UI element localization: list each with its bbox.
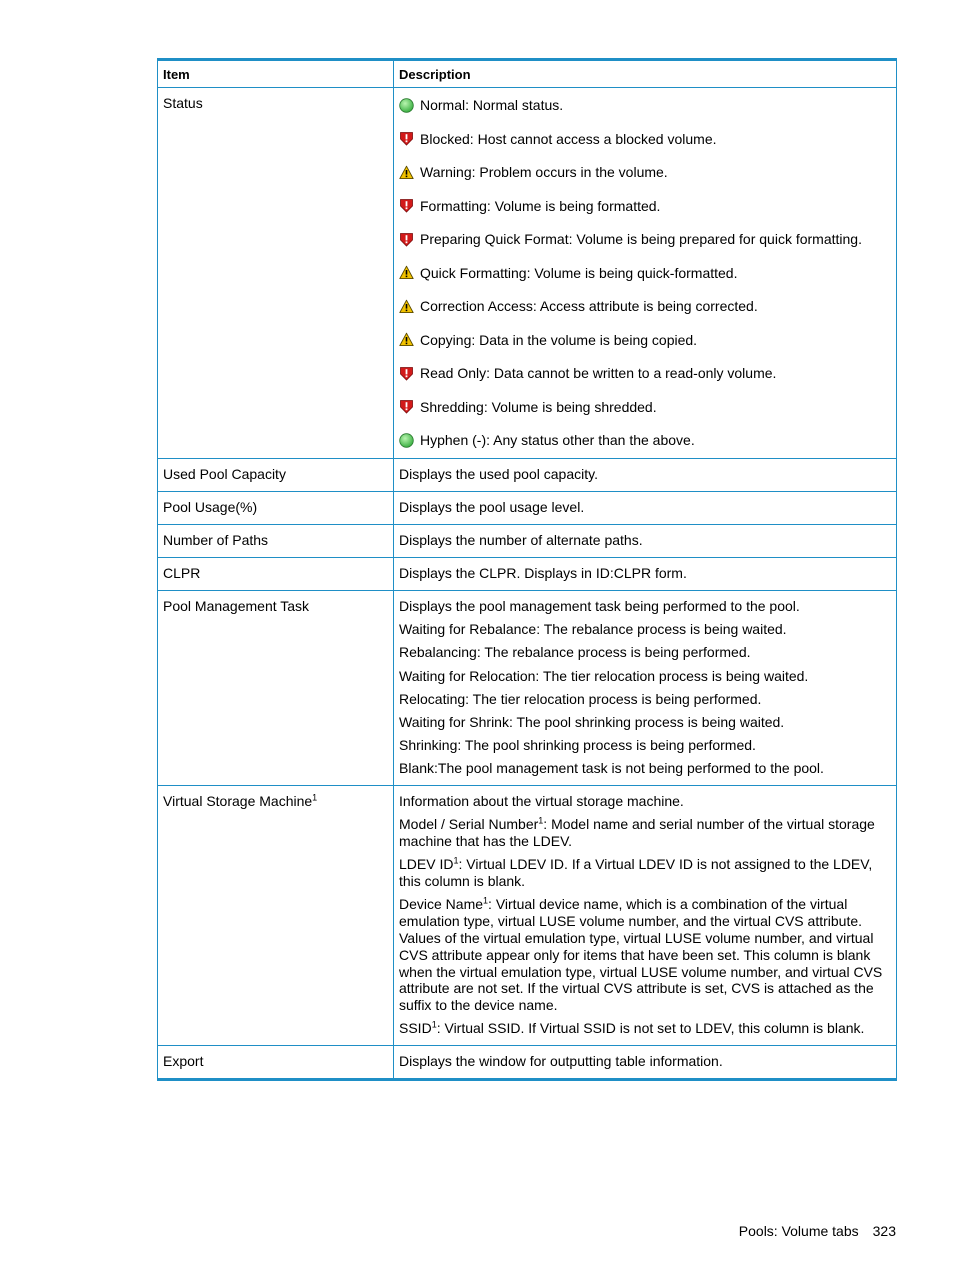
yellow-warning-icon xyxy=(399,165,414,180)
desc-pool-management-task xyxy=(394,591,897,786)
status-text: Hyphen (-): Any status other than the above. xyxy=(420,432,695,448)
status-description xyxy=(394,88,897,459)
desc-pool-usage: Displays the pool usage level. xyxy=(394,492,897,525)
task-line: Blank:The pool management task is not being performed to the pool. xyxy=(399,760,824,777)
status-entry xyxy=(399,162,891,182)
red-error-icon xyxy=(399,131,414,146)
green-circle-icon xyxy=(399,98,414,113)
status-text: Preparing Quick Format: Volume is being prepared for quick formatting. xyxy=(420,231,862,247)
term: LDEV ID xyxy=(399,856,454,873)
term-desc: : Virtual SSID. If Virtual SSID is not set to LDEV, this column is blank. xyxy=(436,1019,865,1036)
status-text: Blocked: Host cannot access a blocked volume. xyxy=(420,130,717,147)
header-item: Item xyxy=(158,60,394,88)
yellow-warning-icon xyxy=(399,299,414,314)
item-number-of-paths: Number of Paths xyxy=(158,525,394,558)
status-list xyxy=(399,88,891,450)
vsm-model-serial xyxy=(399,816,891,850)
table-row xyxy=(158,459,897,492)
desc-virtual-storage-machine xyxy=(394,786,897,1046)
vsm-ssid xyxy=(399,1020,891,1037)
green-circle-icon xyxy=(399,433,414,448)
term: Model / Serial Number xyxy=(399,816,539,833)
desc-export: Displays the window for outputting table information. xyxy=(394,1045,897,1079)
status-text: Correction Access: Access attribute is being corrected. xyxy=(420,298,758,314)
status-entry xyxy=(399,296,891,316)
task-line: Displays the pool management task being performed to the pool. xyxy=(399,598,800,614)
task-line: Shrinking: The pool shrinking process is being performed. xyxy=(399,737,756,754)
term: SSID xyxy=(399,1019,432,1036)
status-text: Quick Formatting: Volume is being quick-formatted. xyxy=(420,264,738,281)
footnote-marker: 1 xyxy=(483,895,489,906)
page-number: 323 xyxy=(872,1223,896,1239)
header-description: Description xyxy=(394,60,897,88)
status-entry xyxy=(399,363,891,383)
yellow-warning-icon xyxy=(399,332,414,347)
page-footer xyxy=(739,1223,896,1239)
status-entry xyxy=(399,430,891,450)
footnote-marker: 1 xyxy=(453,855,459,866)
table-row xyxy=(158,558,897,591)
footnote-marker: 1 xyxy=(431,1019,437,1030)
task-line: Waiting for Shrink: The pool shrinking process is being waited. xyxy=(399,713,785,730)
item-export: Export xyxy=(158,1045,394,1079)
task-line: Waiting for Rebalance: The rebalance process is being waited. xyxy=(399,621,787,638)
status-text: Shredding: Volume is being shredded. xyxy=(420,398,657,415)
item-virtual-storage-machine xyxy=(158,786,394,1046)
term-desc: : Virtual device name, which is a combination of the virtual emulation type, virtual LUSE volume number, and the virtual CVS attribute. Values of the virtual emulation type, virtual LUSE volume number, and virtual CVS attribute appear only for items that have been set. This column is blank when the virtual emulation type, virtual LUSE volume number, and virtual CVS attribute are not set. If the virtual CVS attribute is set, CVS is attached as the suffix to the device name. xyxy=(399,896,883,1014)
desc-clpr: Displays the CLPR. Displays in ID:CLPR form. xyxy=(394,558,897,591)
task-line: Relocating: The tier relocation process is being performed. xyxy=(399,690,762,707)
status-text: Warning: Problem occurs in the volume. xyxy=(420,164,668,180)
vsm-label: Virtual Storage Machine xyxy=(163,793,313,810)
status-entry xyxy=(399,397,891,417)
status-text: Read Only: Data cannot be written to a read-only volume. xyxy=(420,365,777,381)
item-status: Status xyxy=(158,88,394,459)
term: Device Name xyxy=(399,896,484,913)
red-error-icon xyxy=(399,399,414,414)
status-entry xyxy=(399,229,891,249)
status-entry xyxy=(399,196,891,216)
volume-items-table xyxy=(157,58,897,1081)
status-text: Formatting: Volume is being formatted. xyxy=(420,197,661,214)
vsm-ldev-id xyxy=(399,856,891,890)
desc-used-pool-capacity: Displays the used pool capacity. xyxy=(394,459,897,492)
desc-number-of-paths: Displays the number of alternate paths. xyxy=(394,525,897,558)
item-used-pool-capacity: Used Pool Capacity xyxy=(158,459,394,492)
red-error-icon xyxy=(399,366,414,381)
footnote-marker: 1 xyxy=(312,792,318,803)
status-entry xyxy=(399,263,891,283)
table-row xyxy=(158,591,897,786)
table-row xyxy=(158,525,897,558)
yellow-warning-icon xyxy=(399,265,414,280)
table-row xyxy=(158,492,897,525)
term-desc: : Virtual LDEV ID. If a Virtual LDEV ID is not assigned to the LDEV, this column is blank. xyxy=(399,856,873,890)
status-text: Normal: Normal status. xyxy=(420,97,564,113)
table-header-row xyxy=(158,60,897,88)
item-pool-management-task: Pool Management Task xyxy=(158,591,394,786)
term-desc: : Model name and serial number of the virtual storage machine that has the LDEV. xyxy=(399,816,875,850)
task-line: Rebalancing: The rebalance process is being performed. xyxy=(399,644,751,661)
item-pool-usage: Pool Usage(%) xyxy=(158,492,394,525)
red-error-icon xyxy=(399,198,414,213)
status-entry xyxy=(399,95,891,115)
status-text: Copying: Data in the volume is being copied. xyxy=(420,331,698,348)
footnote-marker: 1 xyxy=(538,815,544,826)
status-entry xyxy=(399,129,891,149)
red-error-icon xyxy=(399,232,414,247)
item-clpr: CLPR xyxy=(158,558,394,591)
table-row xyxy=(158,1045,897,1079)
table-row xyxy=(158,786,897,1046)
footer-section-title: Pools: Volume tabs xyxy=(738,1223,859,1239)
table-row xyxy=(158,88,897,459)
status-entry xyxy=(399,330,891,350)
task-line: Waiting for Relocation: The tier relocation process is being waited. xyxy=(399,667,809,684)
vsm-intro: Information about the virtual storage machine. xyxy=(399,793,684,810)
vsm-device-name xyxy=(399,896,891,1014)
